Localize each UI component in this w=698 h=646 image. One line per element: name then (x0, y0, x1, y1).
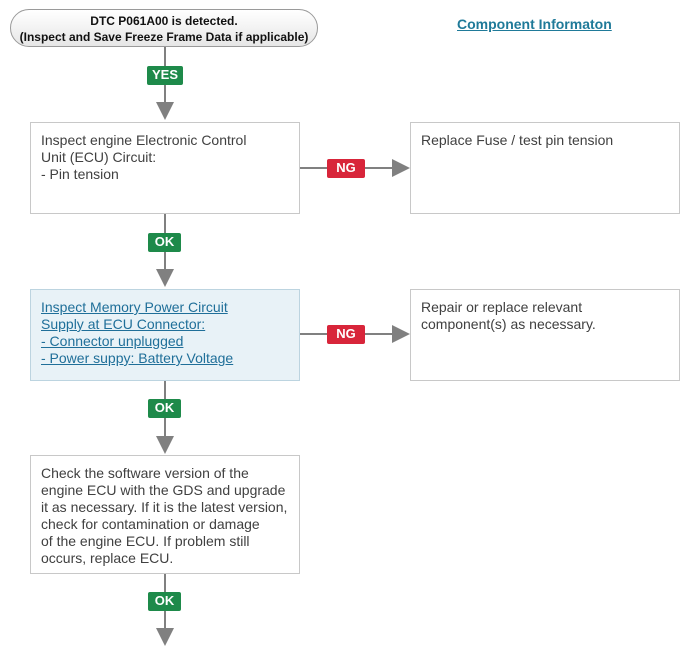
step-link-line[interactable]: Inspect Memory Power Circuit (41, 299, 228, 315)
step-inspect-memory-power-circuit[interactable] (30, 289, 300, 381)
step-link-line[interactable]: Supply at ECU Connector: (41, 316, 206, 332)
step-text-line: engine ECU with the GDS and upgrade (41, 482, 286, 498)
ok-badge-2: OK (148, 399, 181, 418)
ok-badge-1: OK (148, 233, 181, 252)
step-inspect-ecu-circuit (30, 122, 300, 214)
arrowhead-down (156, 102, 174, 120)
step-text-line: Check the software version of the (41, 465, 249, 481)
step-text-line: of the engine ECU. If problem still (41, 533, 250, 549)
step-text-line: Inspect engine Electronic Control (41, 132, 247, 148)
ng-badge-1: NG (327, 159, 365, 178)
component-information-link[interactable]: Component Informaton (457, 16, 612, 32)
start-line-1: DTC P061A00 is detected. (90, 14, 238, 28)
ok-badge-3: OK (148, 592, 181, 611)
step-repair-or-replace (410, 289, 680, 381)
step-text-line: - Pin tension (41, 166, 119, 182)
step-text-line: it as necessary. If it is the latest version, (41, 499, 288, 515)
step-text-line: occurs, replace ECU. (41, 550, 174, 566)
step-check-software-version (30, 455, 300, 574)
arrowhead-right (392, 159, 410, 177)
step-link-line[interactable]: - Connector unplugged (41, 333, 184, 349)
step-text-line: Unit (ECU) Circuit: (41, 149, 157, 165)
start-dtc-detected (10, 9, 318, 47)
step-text-line: Replace Fuse / test pin tension (421, 132, 614, 148)
ng-badge-2: NG (327, 325, 365, 344)
arrowhead-right (392, 325, 410, 343)
step-text-line: check for contamination or damage (41, 516, 260, 532)
step-text-line: component(s) as necessary. (421, 316, 596, 332)
step-link-line[interactable]: - Power suppy: Battery Voltage (41, 350, 234, 366)
step-replace-fuse (410, 122, 680, 214)
start-line-2: (Inspect and Save Freeze Frame Data if applicable) (19, 30, 309, 44)
yes-badge: YES (147, 66, 183, 85)
arrowhead-down (156, 269, 174, 287)
arrowhead-down (156, 436, 174, 454)
step-text-line: Repair or replace relevant (421, 299, 583, 315)
arrowhead-down (156, 628, 174, 646)
